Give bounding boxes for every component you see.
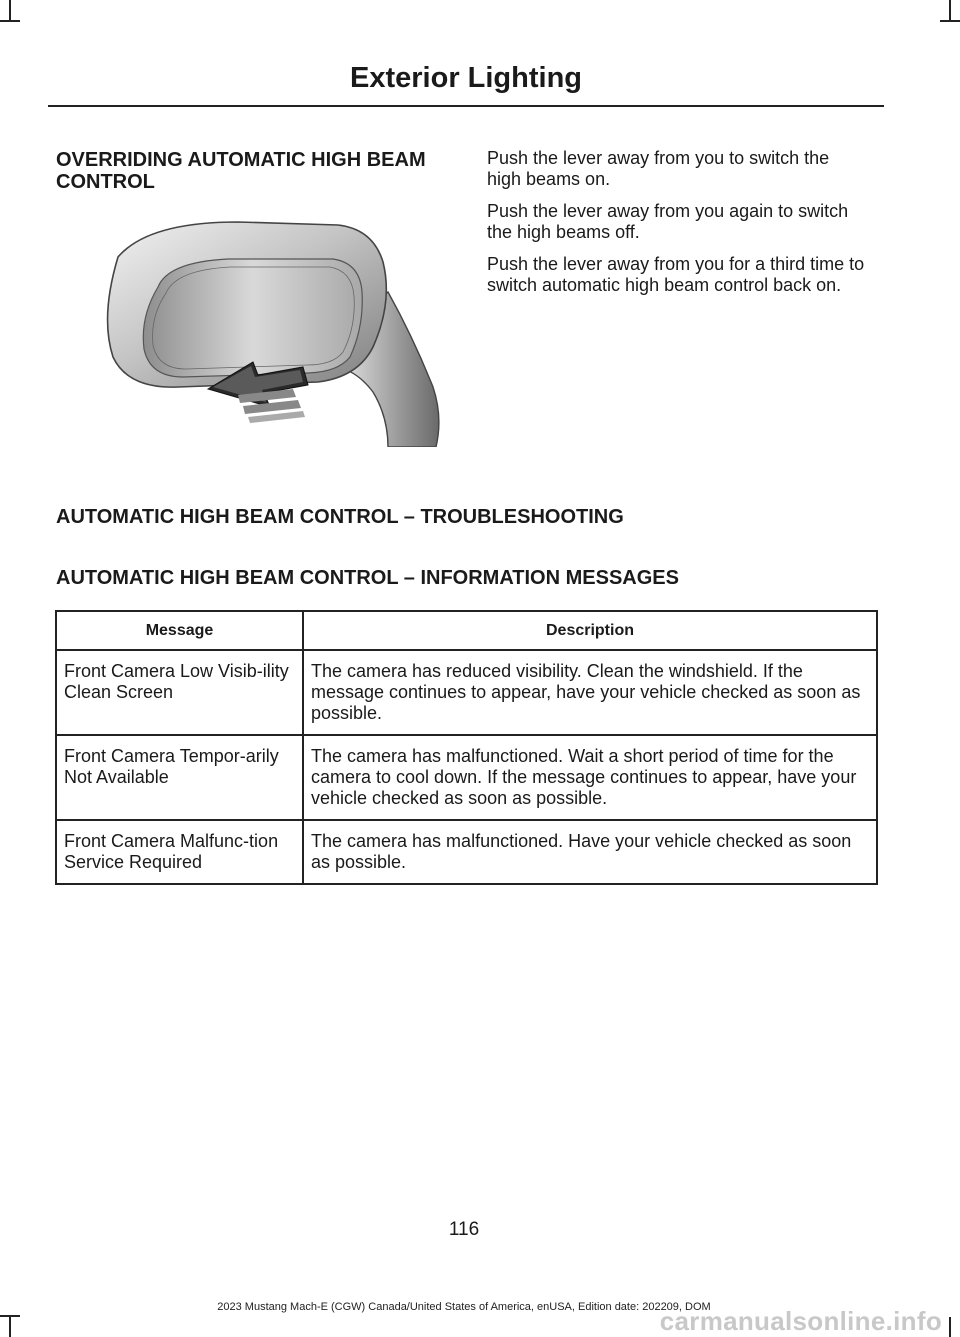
watermark: carmanualsonline.info: [659, 1306, 942, 1336]
crop-mark: [9, 1317, 11, 1337]
instruction-paragraph: Push the lever away from you to switch the high beams on.: [487, 148, 830, 189]
page-footer: 2023 Mustang Mach-E (CGW) Canada/United States of America, enUSA, Edition date: 202209, DOM: [217, 1301, 711, 1313]
table-header-row: [56, 611, 877, 650]
crop-mark: [949, 0, 951, 20]
table-row: [56, 735, 877, 820]
message-cell: Front Camera Low Visib-ility Clean Screen: [56, 650, 303, 735]
information-messages-table: [55, 610, 878, 885]
instruction-paragraph: Push the lever away from you for a third time to switch automatic high beam control back on.: [487, 254, 865, 295]
description-cell: The camera has reduced visibility. Clean the windshield. If the message continues to appear, have your vehicle checked as soon as possible.: [303, 650, 877, 735]
crop-mark: [949, 1317, 951, 1337]
column-header-message: Message: [56, 611, 303, 650]
override-instructions: [487, 148, 867, 307]
crop-mark: [0, 1315, 20, 1317]
description-cell: The camera has malfunctioned. Wait a short period of time for the camera to cool down. If the message continues to appear, have your vehicle checked as soon as possible.: [303, 735, 877, 820]
crop-mark: [9, 0, 11, 20]
section-title-messages: AUTOMATIC HIGH BEAM CONTROL – INFORMATION MESSAGES: [56, 567, 679, 589]
page-title: Exterior Lighting: [350, 62, 582, 94]
table-row: [56, 820, 877, 884]
section-title-override: OVERRIDING AUTOMATIC HIGH BEAM CONTROL: [56, 149, 426, 193]
table-row: [56, 650, 877, 735]
section-title-troubleshooting: AUTOMATIC HIGH BEAM CONTROL – TROUBLESHOOTING: [56, 506, 624, 528]
instruction-paragraph: Push the lever away from you again to switch the high beams off.: [487, 201, 849, 242]
column-header-description: Description: [303, 611, 877, 650]
message-cell: Front Camera Malfunc-tion Service Required: [56, 820, 303, 884]
crop-mark: [0, 20, 20, 22]
header-divider: [48, 105, 884, 107]
camera-housing-illustration: [88, 217, 448, 447]
crop-mark: [940, 20, 960, 22]
description-cell: The camera has malfunctioned. Have your vehicle checked as soon as possible.: [303, 820, 877, 884]
message-cell: Front Camera Tempor-arily Not Available: [56, 735, 303, 820]
page-number: 116: [448, 1219, 480, 1240]
